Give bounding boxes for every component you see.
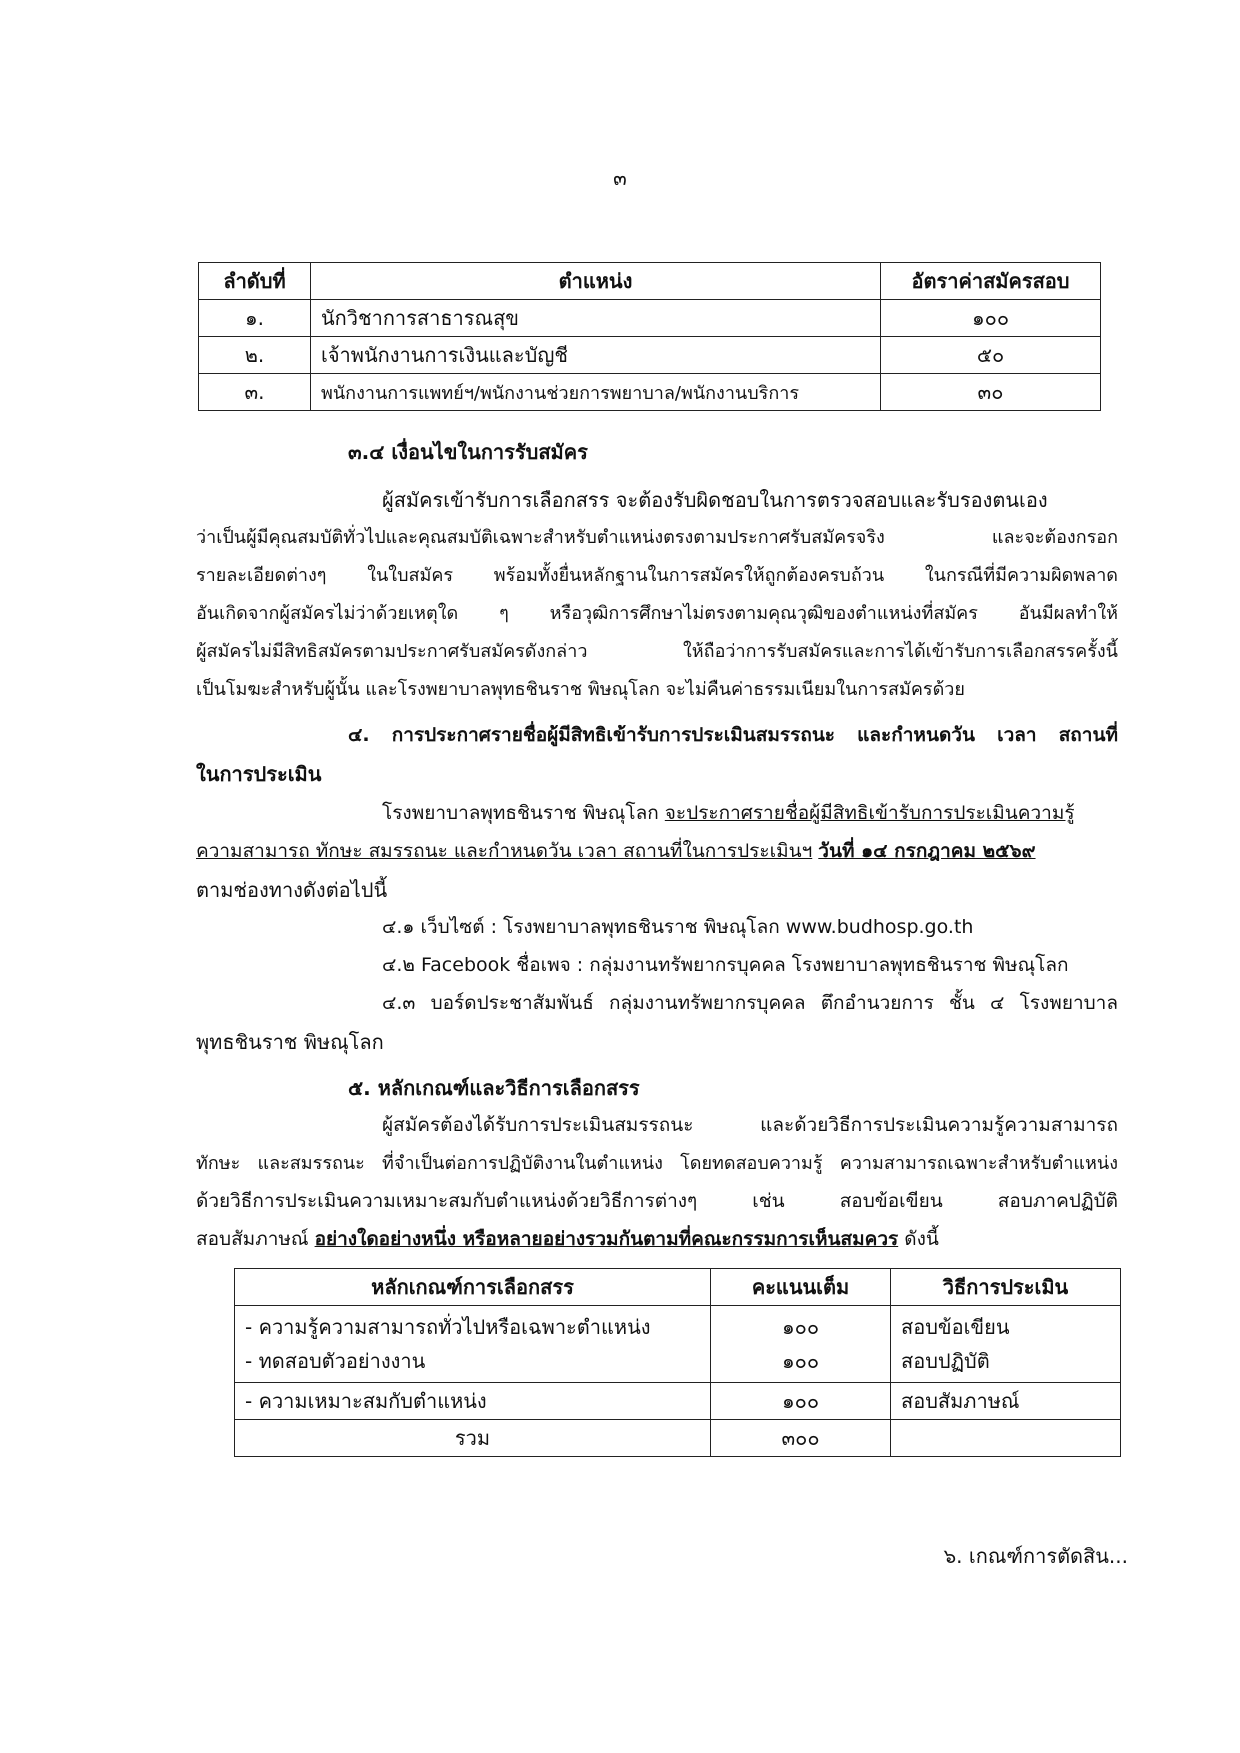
section-3-4-heading: ๓.๔ เงื่อนไขในการรับสมัคร — [348, 440, 588, 464]
paragraph-line: เป็นโมฆะสำหรับผู้นั้น และโรงพยาบาลพุทธชินราช พิษณุโลก จะไม่คืนค่าธรรมเนียมในการสมัครด้วย — [196, 679, 965, 700]
row-order: ๓. — [199, 374, 311, 411]
paragraph-last-line — [196, 1224, 1118, 1254]
row-score: ๑๐๐ — [711, 1383, 891, 1420]
total-label: รวม — [235, 1420, 711, 1457]
page-number: ๓ — [613, 166, 627, 190]
table-row — [199, 374, 1101, 411]
announcement-date: วันที่ ๑๔ กรกฎาคม ๒๕๖๙ — [818, 840, 1036, 862]
channel-board-cont: พุทธชินราช พิษณุโลก — [196, 1030, 384, 1054]
paragraph-line: ด้วยวิธีการประเมินความเหมาะสมกับตำแหน่งด้วยวิธีการต่างๆ เช่น สอบข้อเขียน สอบภาคปฏิบัติ — [196, 1190, 1118, 1212]
table-total-row — [235, 1420, 1121, 1457]
criterion-item: - ความรู้ความสามารถทั่วไปหรือเฉพาะตำแหน่ง — [245, 1315, 651, 1339]
score-item: ๑๐๐ — [781, 1315, 820, 1339]
table-row — [235, 1306, 1121, 1383]
application-fee-table — [198, 262, 1101, 411]
method-item: สอบข้อเขียน — [901, 1315, 1010, 1339]
column-header-method: วิธีการประเมิน — [891, 1269, 1121, 1306]
announcement-tail: ตามช่องทางดังต่อไปนี้ — [196, 878, 388, 902]
paragraph-line: อันเกิดจากผู้สมัครไม่ว่าด้วยเหตุใด ๆ หรือวุฒิการศึกษาไม่ตรงตามคุณวุฒิของตำแหน่งที่สมัคร อันมีผลทำให้ — [196, 603, 1118, 624]
row-order: ๒. — [199, 337, 311, 374]
score-item: ๑๐๐ — [781, 1349, 820, 1373]
row-criterion — [235, 1306, 711, 1383]
section-4-heading: ๔. การประกาศรายชื่อผู้มีสิทธิเข้ารับการประเมินสมรรถนะ และกำหนดวัน เวลา สถานที่ — [348, 724, 1118, 746]
column-header-score: คะแนนเต็ม — [711, 1269, 891, 1306]
column-header-fee: อัตราค่าสมัครสอบ — [881, 263, 1101, 300]
announcement-underlined: ความสามารถ ทักษะ สมรรถนะ และกำหนดวัน เวลา สถานที่ในการประเมินฯ — [196, 840, 813, 862]
total-score: ๓๐๐ — [711, 1420, 891, 1457]
column-header-criterion: หลักเกณฑ์การเลือกสรร — [235, 1269, 711, 1306]
next-page-continuation: ๖. เกณฑ์การตัดสิน... — [943, 1544, 1128, 1568]
row-method — [891, 1306, 1121, 1383]
row-position: นักวิชาการสาธารณสุข — [311, 300, 881, 337]
announcement-underlined: จะประกาศรายชื่อผู้มีสิทธิเข้ารับการประเมินความรู้ — [664, 802, 1075, 824]
row-position: พนักงานการแพทย์ฯ/พนักงานช่วยการพยาบาล/พนักงานบริการ — [311, 374, 881, 411]
announcement-paragraph — [382, 798, 1118, 828]
paragraph-line: ทักษะ และสมรรถนะ ที่จำเป็นต่อการปฏิบัติงานในตำแหน่ง โดยทดสอบความรู้ ความสามารถเฉพาะสำหรับตำแหน่ง — [196, 1153, 1118, 1174]
row-order: ๑. — [199, 300, 311, 337]
paragraph-line: ว่าเป็นผู้มีคุณสมบัติทั่วไปและคุณสมบัติเฉพาะสำหรับตำแหน่งตรงตามประกาศรับสมัครจริง และจะต้องกรอก — [196, 527, 1118, 548]
table-header-row — [235, 1269, 1121, 1306]
row-criterion: - ความเหมาะสมกับตำแหน่ง — [235, 1383, 711, 1420]
section-4-heading-cont: ในการประเมิน — [196, 762, 322, 786]
paragraph-line: ผู้สมัครเข้ารับการเลือกสรร จะต้องรับผิดชอบในการตรวจสอบและรับรองตนเอง — [382, 488, 1048, 512]
announcement-lead: โรงพยาบาลพุทธชินราช พิษณุโลก — [382, 802, 665, 824]
row-fee: ๕๐ — [881, 337, 1101, 374]
paragraph-tail: ดังนี้ — [898, 1228, 939, 1250]
method-item: สอบปฏิบัติ — [901, 1349, 990, 1373]
table-row — [199, 337, 1101, 374]
row-fee: ๑๐๐ — [881, 300, 1101, 337]
channel-facebook: ๔.๒ Facebook ชื่อเพจ : กลุ่มงานทรัพยากรบุคคล โรงพยาบาลพุทธชินราช พิษณุโลก — [382, 954, 1069, 976]
row-method: สอบสัมภาษณ์ — [891, 1383, 1121, 1420]
total-method-empty — [891, 1420, 1121, 1457]
paragraph-line: รายละเอียดต่างๆ ในใบสมัคร พร้อมทั้งยื่นหลักฐานในการสมัครให้ถูกต้องครบถ้วน ในกรณีที่มีความผิดพลาด — [196, 565, 1118, 586]
row-score — [711, 1306, 891, 1383]
paragraph-line: ผู้สมัครต้องได้รับการประเมินสมรรถนะ และด้วยวิธีการประเมินความรู้ความสามารถ — [382, 1114, 1118, 1136]
paragraph-line: ผู้สมัครไม่มีสิทธิสมัครตามประกาศรับสมัครดังกล่าว ให้ถือว่าการรับสมัครและการได้เข้ารับการเลือกสรรครั้งนี้ — [196, 641, 1118, 662]
row-fee: ๓๐ — [881, 374, 1101, 411]
channel-board: ๔.๓ บอร์ดประชาสัมพันธ์ กลุ่มงานทรัพยากรบุคคล ตึกอำนวยการ ชั้น ๔ โรงพยาบาล — [382, 992, 1118, 1014]
selection-criteria-table — [234, 1268, 1121, 1457]
section-5-heading: ๕. หลักเกณฑ์และวิธีการเลือกสรร — [348, 1076, 640, 1100]
announcement-paragraph-cont — [196, 836, 1118, 866]
table-header-row — [199, 263, 1101, 300]
column-header-order: ลำดับที่ — [199, 263, 311, 300]
criterion-item: - ทดสอบตัวอย่างงาน — [245, 1349, 426, 1373]
paragraph-emphasis: อย่างใดอย่างหนึ่ง หรือหลายอย่างรวมกันตามที่คณะกรรมการเห็นสมควร — [314, 1228, 899, 1250]
table-row — [235, 1383, 1121, 1420]
column-header-position: ตำแหน่ง — [311, 263, 881, 300]
channel-website: ๔.๑ เว็บไซต์ : โรงพยาบาลพุทธชินราช พิษณุโลก www.budhosp.go.th — [382, 916, 974, 938]
table-row — [199, 300, 1101, 337]
row-position: เจ้าพนักงานการเงินและบัญชี — [311, 337, 881, 374]
paragraph-lead: สอบสัมภาษณ์ — [196, 1228, 315, 1250]
